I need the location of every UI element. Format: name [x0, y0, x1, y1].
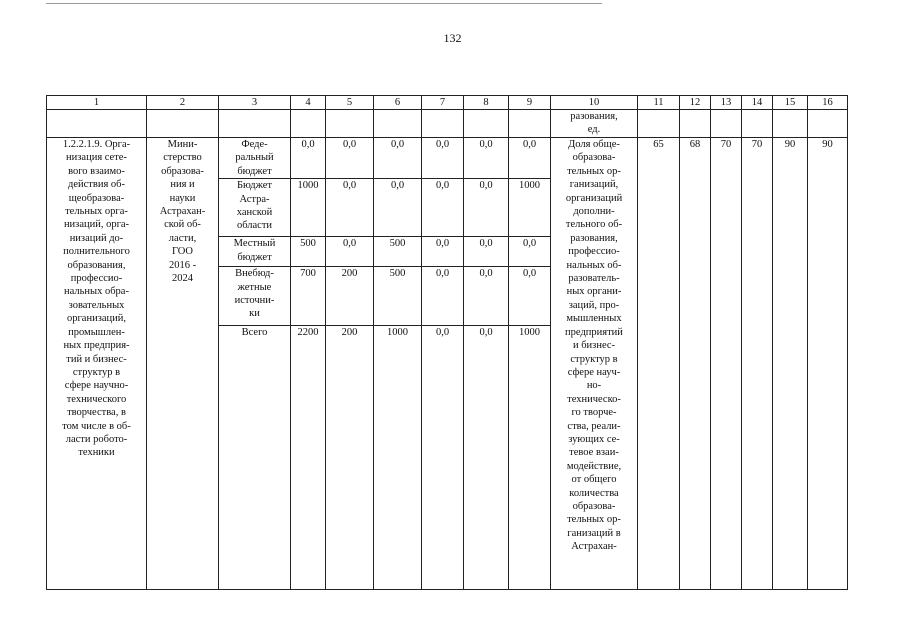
value-cell: 0,0	[464, 326, 509, 590]
header-cell: 3	[219, 96, 291, 110]
header-cell: 5	[326, 96, 374, 110]
header-cell: 2	[147, 96, 219, 110]
value-cell: 0,0	[326, 138, 374, 179]
header-cell: 14	[742, 96, 773, 110]
value-cell: 1000	[509, 326, 551, 590]
value-cell: 0,0	[509, 267, 551, 326]
funding-source: Внебюд- жетные источни- ки	[219, 267, 291, 326]
value-cell: 0,0	[326, 237, 374, 267]
header-cell: 6	[374, 96, 422, 110]
value-cell: 200	[326, 267, 374, 326]
value-cell: 0,0	[422, 179, 464, 237]
header-cell: 7	[422, 96, 464, 110]
value-cell: 0,0	[374, 138, 422, 179]
header-cell: 15	[773, 96, 808, 110]
header-cell: 13	[711, 96, 742, 110]
top-rule	[46, 3, 602, 4]
header-cell: 16	[808, 96, 848, 110]
funding-row-federal	[47, 138, 848, 179]
header-cell: 8	[464, 96, 509, 110]
target-value: 90	[808, 138, 848, 590]
value-cell: 700	[291, 267, 326, 326]
target-value: 70	[711, 138, 742, 590]
value-cell: 0,0	[374, 179, 422, 237]
value-cell: 0,0	[326, 179, 374, 237]
value-cell: 0,0	[464, 267, 509, 326]
target-value: 70	[742, 138, 773, 590]
value-cell: 1000	[374, 326, 422, 590]
value-cell: 2200	[291, 326, 326, 590]
continued-unit-text: разования, ед.	[551, 110, 638, 138]
target-value: 68	[680, 138, 711, 590]
continuation-row	[47, 110, 848, 138]
header-cell: 4	[291, 96, 326, 110]
target-value: 90	[773, 138, 808, 590]
header-cell: 9	[509, 96, 551, 110]
value-cell: 200	[326, 326, 374, 590]
funding-source: Местный бюджет	[219, 237, 291, 267]
value-cell: 0,0	[422, 326, 464, 590]
value-cell: 500	[374, 237, 422, 267]
value-cell: 1000	[509, 179, 551, 237]
value-cell: 1000	[291, 179, 326, 237]
value-cell: 500	[374, 267, 422, 326]
header-cell: 11	[638, 96, 680, 110]
value-cell: 0,0	[422, 138, 464, 179]
value-cell: 500	[291, 237, 326, 267]
program-table	[46, 95, 848, 590]
value-cell: 0,0	[464, 237, 509, 267]
header-row	[47, 96, 848, 110]
funding-source: Бюджет Астра- ханской области	[219, 179, 291, 237]
value-cell: 0,0	[509, 237, 551, 267]
value-cell: 0,0	[422, 237, 464, 267]
header-cell: 12	[680, 96, 711, 110]
value-cell: 0,0	[509, 138, 551, 179]
page-number: 132	[443, 31, 462, 45]
header-cell: 1	[47, 96, 147, 110]
target-value: 65	[638, 138, 680, 590]
funding-source: Феде- ральный бюджет	[219, 138, 291, 179]
value-cell: 0,0	[291, 138, 326, 179]
indicator-text: Доля обще- образова- тельных ор- ганизаций, организаций дополни- тельного об- разования, профессио- нальных об- разователь- ных органи- заций, про- мышленных предприятий и бизнес- структур в сфере науч- но- техническо- го творче- ства, реали- зующих се- тевое взаи- модействие, от общего количества образова- тельных ор- ганизаций в Астрахан-	[551, 138, 638, 590]
executor-cell: Мини- стерство образова- ния и науки Астрахан- ской об- ласти, ГОО 2016 - 2024	[147, 138, 219, 590]
item-description: 1.2.2.1.9. Орга- низация сете- вого взаимо- действия об- щеобразова- тельных орга- низаций, орга- низаций до- полнительного образования, профессио- нальных обра- зовательных организаций, промышлен- ных предприя- тий и бизнес- структур в сфере научно- технического творчества, в том числе в об- ласти робото- техники	[47, 138, 147, 590]
header-cell: 10	[551, 96, 638, 110]
value-cell: 0,0	[422, 267, 464, 326]
value-cell: 0,0	[464, 138, 509, 179]
value-cell: 0,0	[464, 179, 509, 237]
funding-source: Всего	[219, 326, 291, 590]
